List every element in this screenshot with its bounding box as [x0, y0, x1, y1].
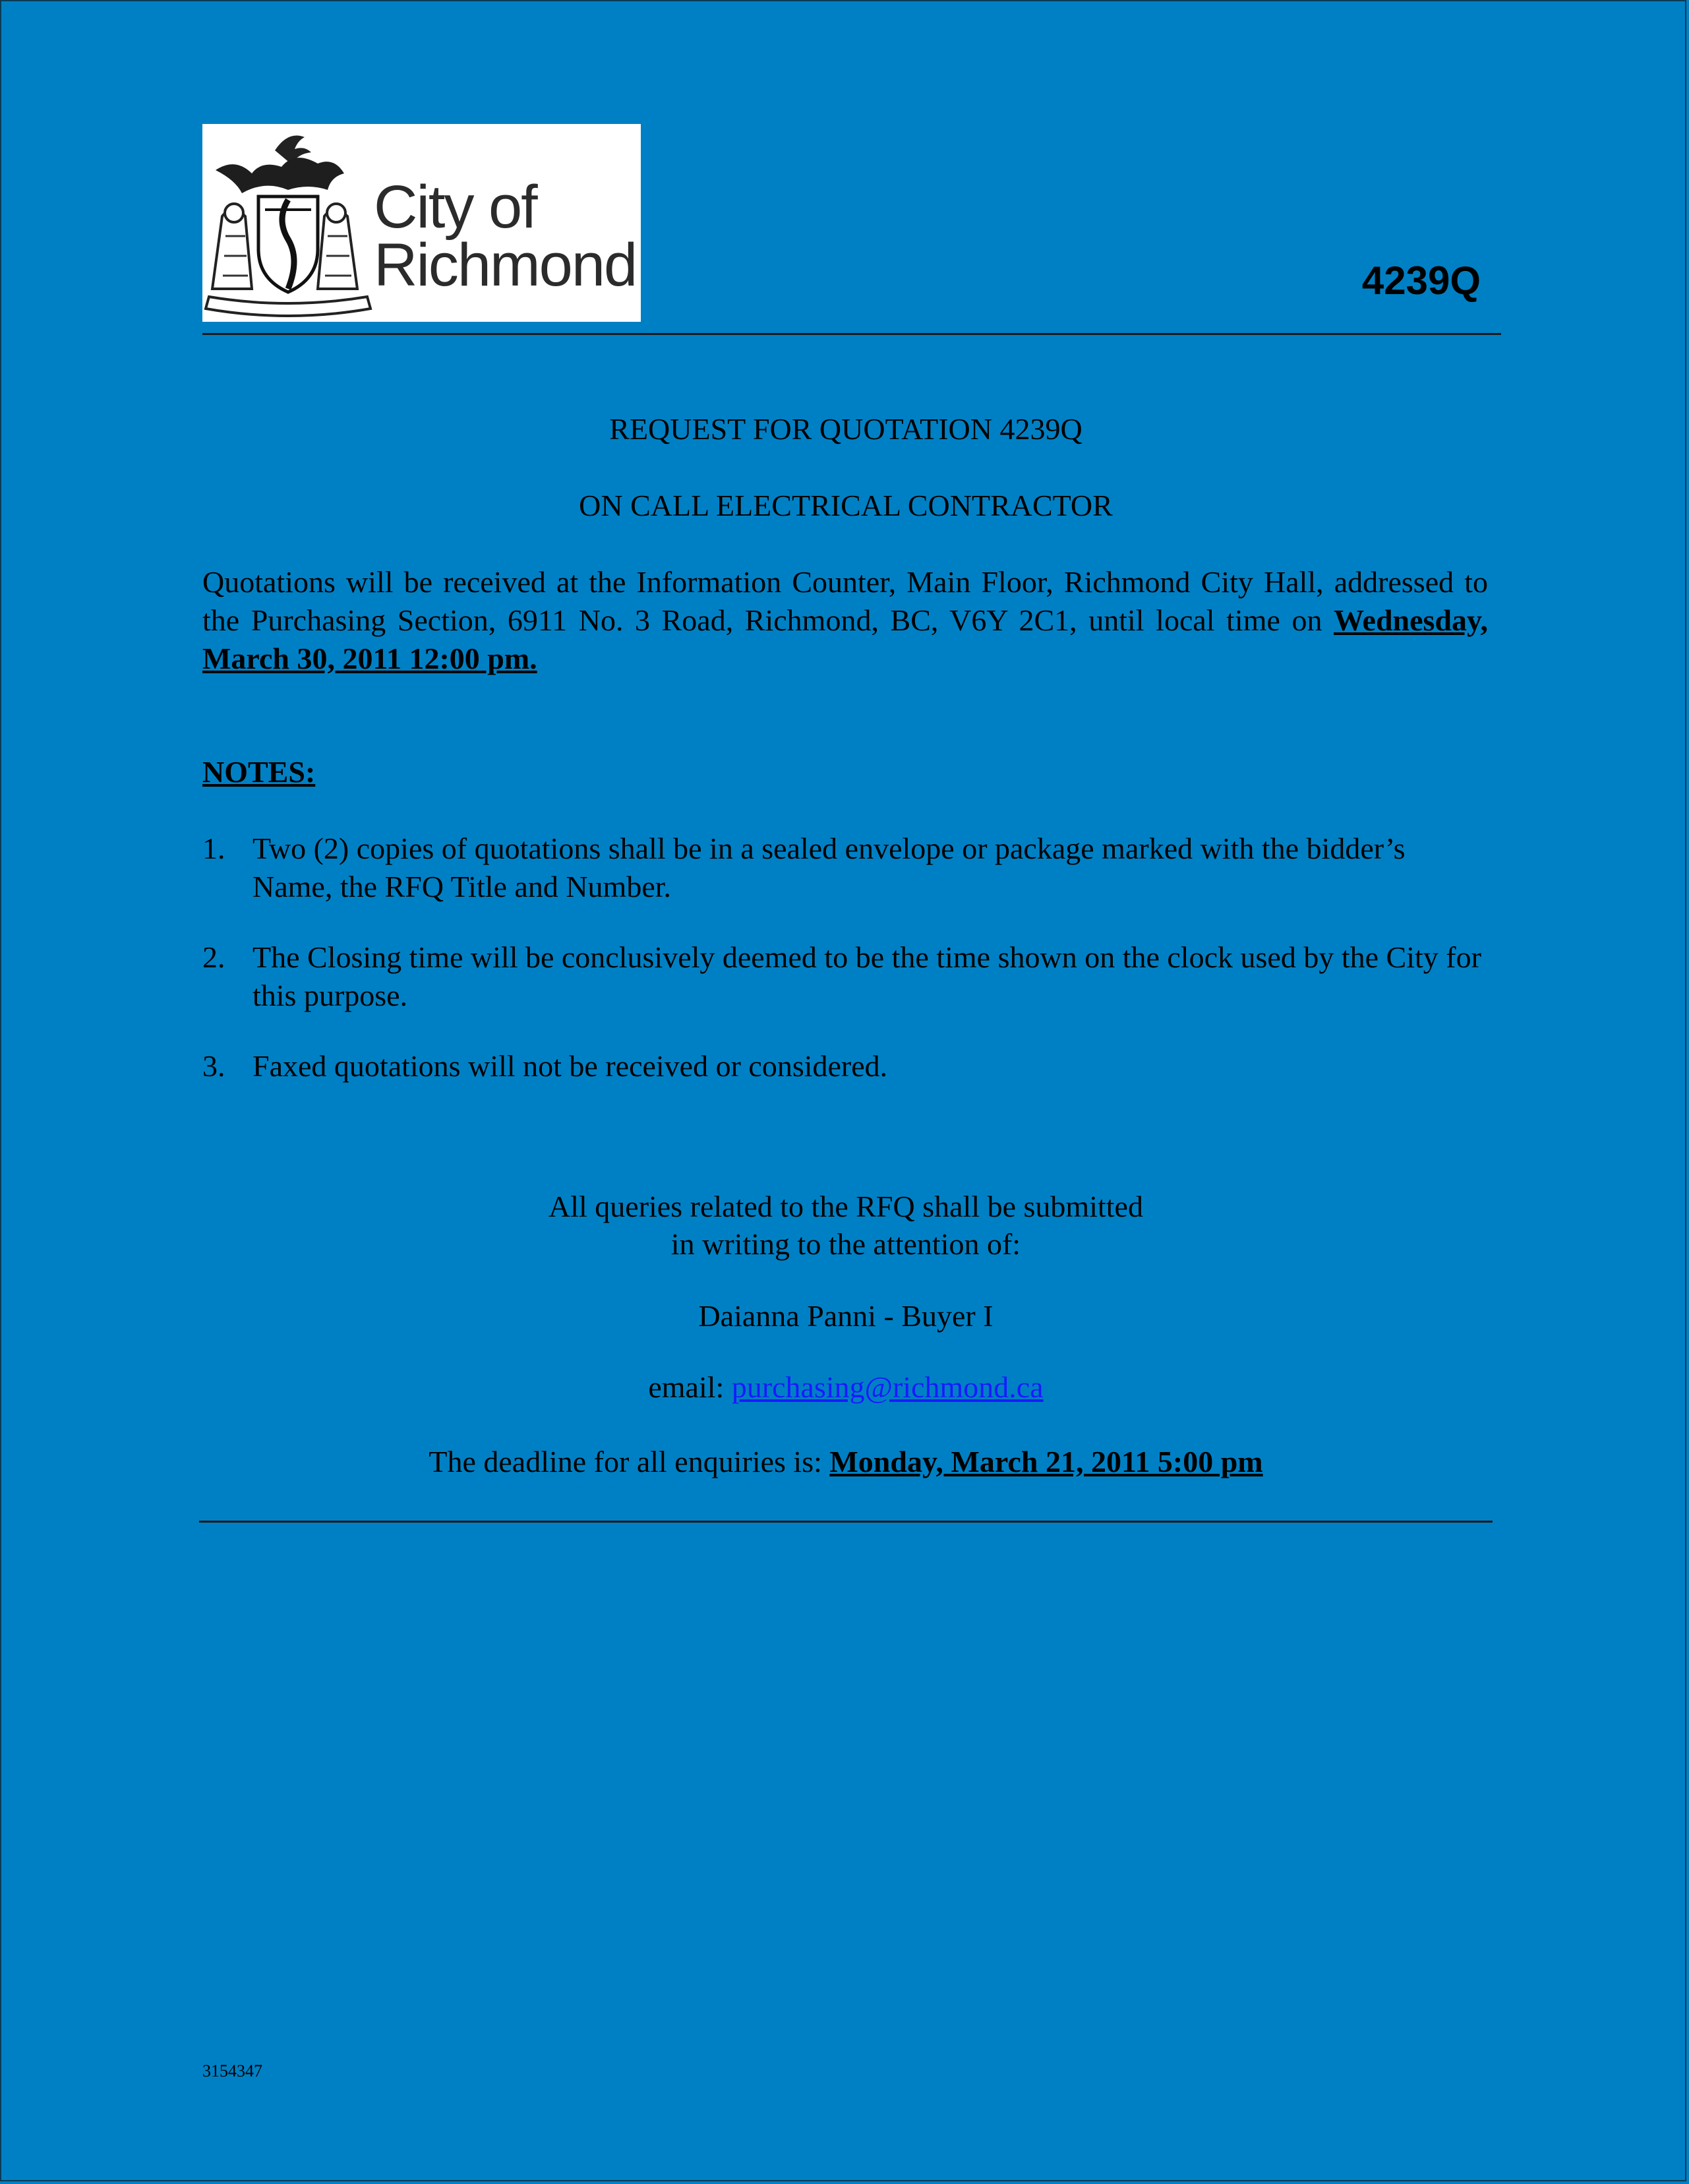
logo-wordmark — [374, 173, 637, 299]
notes-heading: NOTES: — [202, 755, 316, 789]
document-subtitle: ON CALL ELECTRICAL CONTRACTOR — [579, 489, 1113, 522]
closing-deadline: Wednesday, March 30, 2011 12:00 pm. — [202, 603, 1488, 675]
footer-divider — [199, 1521, 1493, 1523]
document-id: 3154347 — [202, 2061, 262, 2080]
note-number: 3. — [202, 1049, 225, 1083]
note-text: Faxed quotations will not be received or considered. — [252, 1049, 888, 1083]
city-of-richmond-logo — [202, 124, 641, 322]
coat-of-arms-icon — [202, 124, 374, 322]
email-link[interactable]: purchasing@richmond.ca — [731, 1370, 1044, 1404]
intro-paragraph — [202, 563, 1488, 678]
enquiry-deadline: Monday, March 21, 2011 5:00 pm — [829, 1445, 1263, 1478]
queries-line-2: in writing to the attention of: — [670, 1227, 1021, 1261]
logo-line-city-of: City of — [374, 173, 537, 241]
reference-number: 4239Q — [1361, 258, 1481, 303]
header-divider — [202, 333, 1501, 335]
note-text: The Closing time will be conclusively deemed to be the time shown on the clock used by the City for this purpose. — [252, 940, 1481, 1012]
note-number: 1. — [202, 832, 225, 865]
queries-line-1: All queries related to the RFQ shall be submitted — [548, 1190, 1143, 1223]
document-title: REQUEST FOR QUOTATION 4239Q — [609, 412, 1082, 446]
contact-name: Daianna Panni - Buyer I — [698, 1299, 993, 1333]
note-text: Two (2) copies of quotations shall be in a sealed envelope or package marked with the bidder’s Name, the RFQ Title and Number. — [252, 832, 1406, 903]
email-line — [1, 1368, 1689, 1407]
logo-line-richmond: Richmond — [374, 231, 637, 299]
email-label: email: — [648, 1370, 732, 1404]
intro-text: Quotations will be received at the Information Counter, Main Floor, Richmond City Hall, addressed to the Purchasing Section, 6911 No. 3 Road, Richmond, BC, V6Y 2C1, until local time on — [202, 565, 1488, 637]
enquiry-deadline-label: The deadline for all enquiries is: — [429, 1445, 830, 1478]
note-number: 2. — [202, 940, 225, 974]
enquiry-deadline-line — [1, 1443, 1689, 1481]
